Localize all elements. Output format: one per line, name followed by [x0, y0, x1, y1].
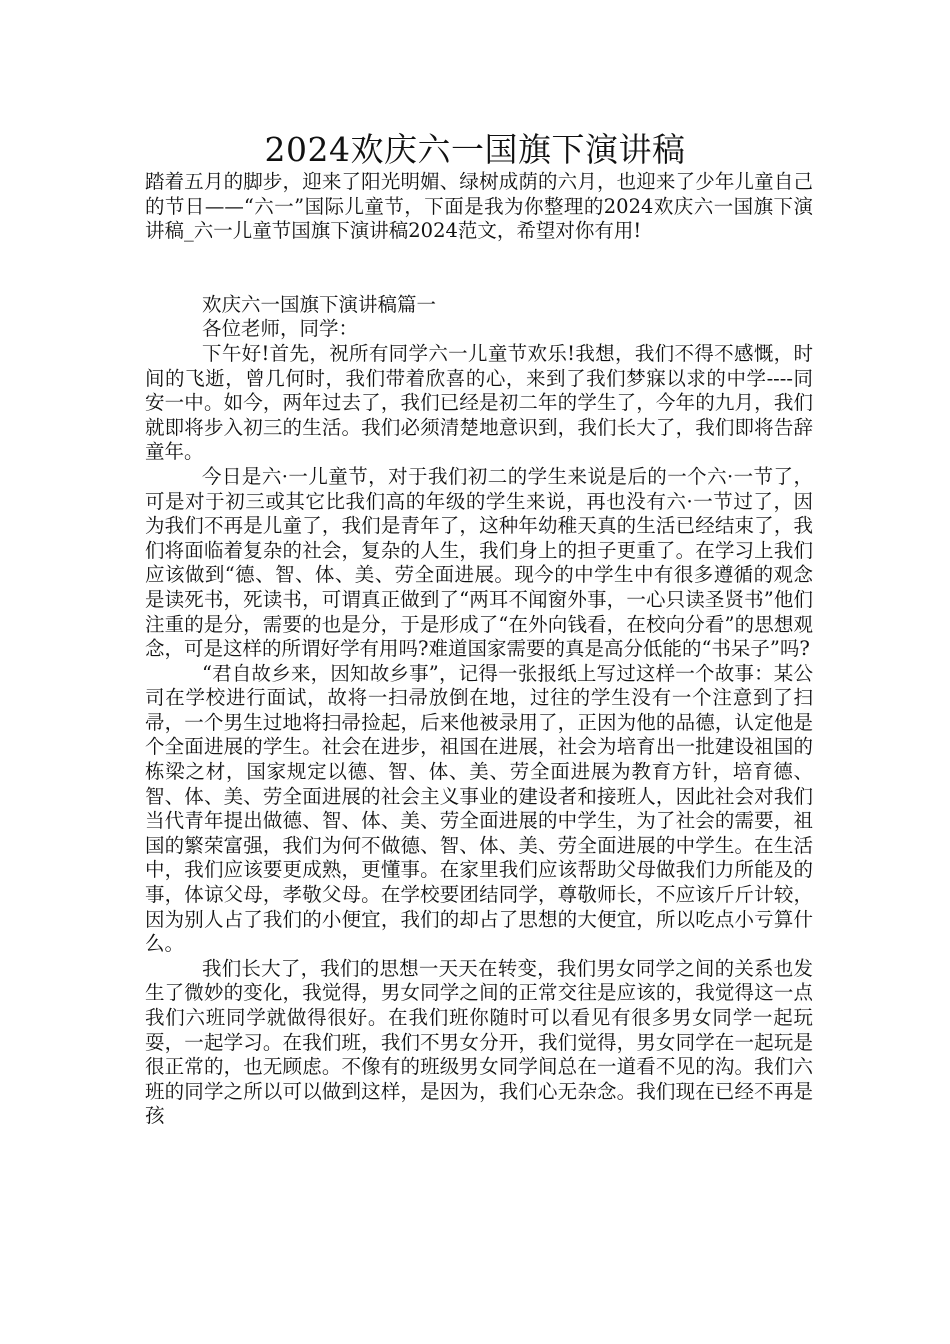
- body-paragraph: “君自故乡来，因知故乡事”，记得一张报纸上写过这样一个故事：某公司在学校进行面试，故将一扫帚放倒在地，过往的学生没有一个注意到了扫帚，一个男生过地将扫帚捡起，后来他被录用了，正因为他的品德，认定他是个全面进展的学生。社会在进步，祖国在进展，社会为培育出一批建设祖国的栋梁之材，国家规定以德、智、体、美、劳全面进展为教育方针，培育德、智、体、美、劳全面进展的社会主义事业的建设者和接班人，因此社会对我们当代青年提出做德、智、体、美、劳全面进展的中学生，为了社会的需要，祖国的繁荣富强，我们为何不做德、智、体、美、劳全面进展的中学生。在生活中，我们应该要更成熟，更懂事。在家里我们应该帮助父母做我们力所能及的事，体谅父母，孝敬父母。在学校要团结同学，尊敬师长，不应该斤斤计较，因为别人占了我们的小便宜，我们的却占了思想的大便宜，所以吃点小亏算什么。: [145, 661, 813, 956]
- body-paragraph: 下午好!首先，祝所有同学六一儿童节欢乐!我想，我们不得不感慨，时间的飞逝，曾几何时，我们带着欣喜的心，来到了我们梦寐以求的中学----同安一中。如今，两年过去了，我们已经是初二年的学生了，今年的九月，我们就即将步入初三的生活。我们必须清楚地意识到，我们长大了，我们即将告辞童年。: [145, 341, 813, 464]
- intro-paragraph: 踏着五月的脚步，迎来了阳光明媚、绿树成荫的六月，也迎来了少年儿童自己的节日——“六一”国际儿童节，下面是我为你整理的2024欢庆六一国旗下演讲稿_六一儿童节国旗下演讲稿2024范文，希望对你有用!: [145, 170, 813, 243]
- document-title: 2024欢庆六一国旗下演讲稿: [264, 130, 686, 169]
- body-paragraph: 今日是六·一儿童节，对于我们初二的学生来说是后的一个六·一节了，可是对于初三或其它比我们高的年级的学生来说，再也没有六·一节过了，因为我们不再是儿童了，我们是青年了，这种年幼稚天真的生活已经结束了，我们将面临着复杂的社会，复杂的人生，我们身上的担子更重了。在学习上我们应该做到“德、智、体、美、劳全面进展。现今的中学生中有很多遵循的观念是读死书，死读书，可谓真正做到了“两耳不闻窗外事，一心只读圣贤书”他们注重的是分，需要的也是分，于是形成了“在外向钱看，在校向分看”的思想观念，可是这样的所谓好学有用吗?难道国家需要的真是高分低能的“书呆子”吗?: [145, 464, 813, 661]
- blank-gap: [145, 244, 813, 293]
- document-body: [145, 170, 813, 1129]
- body-paragraph: 我们长大了，我们的思想一天天在转变，我们男女同学之间的关系也发生了微妙的变化，我觉得，男女同学之间的正常交往是应该的，我觉得这一点我们六班同学就做得很好。在我们班你随时可以看见有很多男女同学一起玩耍，一起学习。在我们班，我们不男女分开，我们觉得，男女同学在一起玩是很正常的，也无顾虑。不像有的班级男女同学间总在一道看不见的沟。我们六班的同学之所以可以做到这样，是因为，我们心无杂念。我们现在已经不再是孩: [145, 956, 813, 1128]
- section-heading: 欢庆六一国旗下演讲稿篇一: [202, 292, 437, 316]
- greeting-line: 各位老师，同学：: [202, 317, 359, 341]
